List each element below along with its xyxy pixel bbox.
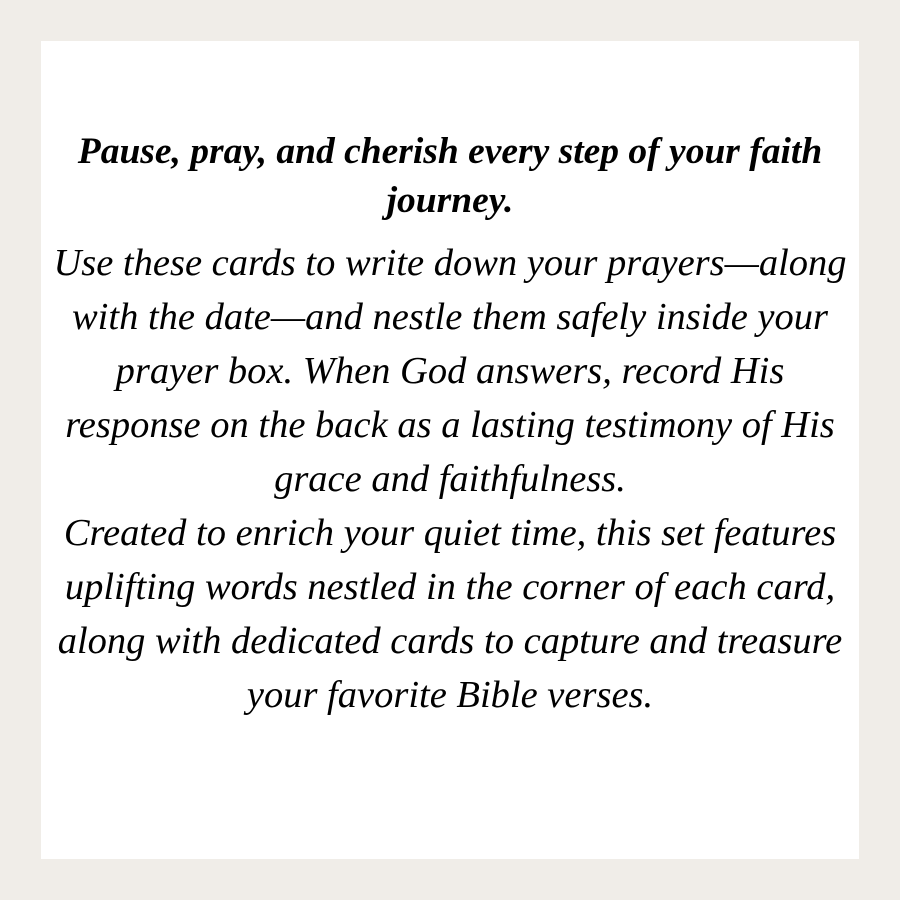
info-card — [41, 41, 859, 859]
card-paragraph-prayers: Use these cards to write down your prayers—along with the date—and nestle them safely inside your prayer box. When God answers, record His response on the back as a lasting testimony of His grace and faithfulness. — [53, 242, 847, 500]
card-headline: Pause, pray, and cherish every step of your faith journey. — [77, 131, 823, 221]
card-paragraph-features: Created to enrich your quiet time, this set features uplifting words nestled in the corner of each card, along with dedicated cards to capture and treasure your favorite Bible verses. — [57, 512, 843, 716]
